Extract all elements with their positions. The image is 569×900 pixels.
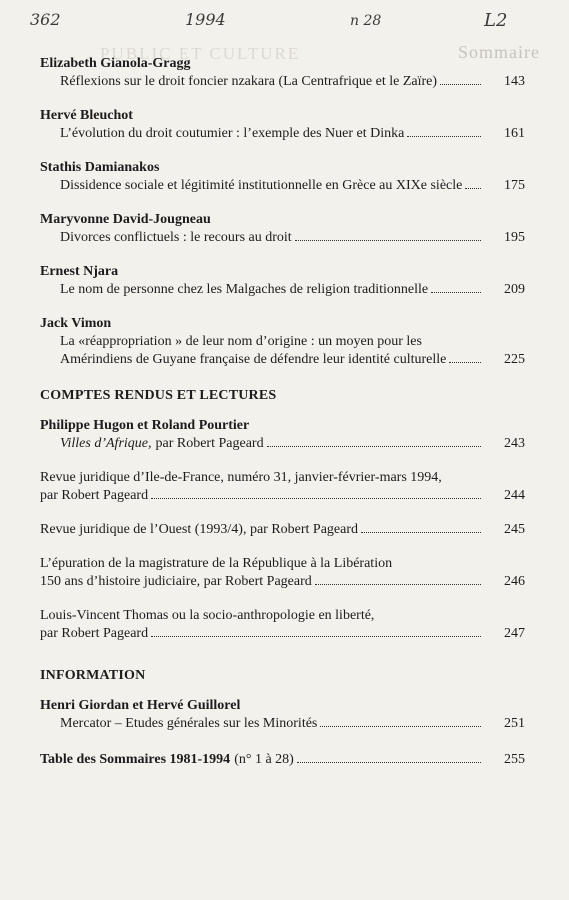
handwritten-note: 362 [30, 10, 61, 29]
entry-line [40, 573, 525, 591]
dot-leader [297, 762, 481, 763]
page-number: 255 [504, 752, 525, 767]
toc-entry [40, 555, 525, 591]
entry-title: par Robert Pageard [40, 488, 149, 503]
entry-title-line: Louis-Vincent Thomas ou la socio-anthropologie en liberté, [40, 608, 375, 623]
dot-leader [431, 292, 481, 293]
toc-entry [40, 55, 525, 91]
toc-entry [40, 607, 525, 643]
entry-line [40, 177, 525, 195]
entry-line [40, 435, 525, 453]
entry-title: (n° 1 à 28) [234, 752, 294, 767]
toc-entry [40, 315, 525, 369]
entry-title: par Robert Pageard [155, 436, 264, 451]
entry-author: Jack Vimon [40, 316, 112, 331]
bleed-through-text: Sommaire [458, 42, 540, 62]
entry-author: Maryvonne David-Jougneau [40, 212, 211, 227]
toc-entry [40, 417, 525, 453]
toc-entry [40, 697, 525, 733]
entry-line [40, 487, 525, 505]
entry-line [40, 281, 525, 299]
entry-title: Le nom de personne chez les Malgaches de religion traditionnelle [60, 282, 429, 297]
table-of-contents [40, 55, 525, 769]
entry-title: Dissidence sociale et légitimité institutionnelle en Grèce au XIXe siècle [60, 178, 463, 193]
dot-leader [320, 726, 481, 727]
entry-title: Mercator – Etudes générales sur les Minorités [60, 716, 318, 731]
handwritten-note: 1994 [185, 10, 226, 29]
page-number: 175 [504, 178, 525, 193]
entry-title-line: La «réappropriation » de leur nom d’origine : un moyen pour les [60, 334, 422, 349]
entry-title: L’évolution du droit coutumier : l’exemple des Nuer et Dinka [60, 126, 405, 141]
page-number: 244 [504, 488, 525, 503]
dot-leader [151, 498, 481, 499]
page-number: 243 [504, 436, 525, 451]
dot-leader [361, 532, 481, 533]
dot-leader [295, 240, 481, 241]
entry-title: par Robert Pageard [40, 626, 149, 641]
section-heading: INFORMATION [40, 668, 146, 683]
entry-title-line: L’épuration de la magistrature de la République à la Libération [40, 556, 393, 571]
entry-title: Divorces conflictuels : le recours au droit [60, 230, 292, 245]
entry-author: Elizabeth Gianola-Gragg [40, 56, 191, 71]
handwritten-note: n 28 [350, 13, 382, 29]
dot-leader [440, 84, 481, 85]
entry-author: Ernest Njara [40, 264, 119, 279]
entry-author: Philippe Hugon et Roland Pourtier [40, 418, 250, 433]
dot-leader [407, 136, 481, 137]
entry-author: Hervé Bleuchot [40, 108, 133, 123]
dot-leader [315, 584, 481, 585]
entry-author: Henri Giordan et Hervé Guillorel [40, 698, 241, 713]
entry-line [40, 715, 525, 733]
entry-title: Revue juridique de l’Ouest (1993/4), par Robert Pageard [40, 522, 359, 537]
toc-entry [40, 159, 525, 195]
dot-leader [449, 362, 481, 363]
toc-entry [40, 211, 525, 247]
page-number: 161 [504, 126, 525, 141]
entry-line [40, 625, 525, 643]
entry-title: Amérindiens de Guyane française de défendre leur identité culturelle [60, 352, 447, 367]
section-heading: COMPTES RENDUS ET LECTURES [40, 388, 277, 403]
entry-line [40, 73, 525, 91]
entry-line [40, 751, 525, 769]
toc-entry [40, 751, 525, 769]
toc-entry [40, 521, 525, 539]
entry-title-bold: Table des Sommaires 1981-1994 [40, 752, 231, 767]
toc-entry [40, 263, 525, 299]
page-number: 225 [504, 352, 525, 367]
page-number: 246 [504, 574, 525, 589]
entry-line [40, 229, 525, 247]
page-number: 247 [504, 626, 525, 641]
entry-title: Réflexions sur le droit foncier nzakara (La Centrafrique et le Zaïre) [60, 74, 438, 89]
dot-leader [267, 446, 481, 447]
entry-title-line: Revue juridique d’Ile-de-France, numéro 31, janvier-février-mars 1994, [40, 470, 442, 485]
dot-leader [465, 188, 481, 189]
page-number: 251 [504, 716, 525, 731]
page-number: 143 [504, 74, 525, 89]
entry-title: 150 ans d’histoire judiciaire, par Robert Pageard [40, 574, 312, 589]
dot-leader [151, 636, 481, 637]
entry-title-italic: Villes d’Afrique, [60, 436, 152, 451]
toc-entry [40, 469, 525, 505]
page-number: 195 [504, 230, 525, 245]
entry-line [40, 351, 525, 369]
page-number: 245 [504, 522, 525, 537]
handwritten-annotations [0, 10, 569, 40]
entry-author: Stathis Damianakos [40, 160, 160, 175]
handwritten-note: L2 [484, 10, 508, 31]
entry-line [40, 521, 525, 539]
bleed-through-text: PUBLIC ET CULTURE [100, 44, 301, 63]
toc-entry [40, 107, 525, 143]
entry-line [40, 125, 525, 143]
page-number: 209 [504, 282, 525, 297]
